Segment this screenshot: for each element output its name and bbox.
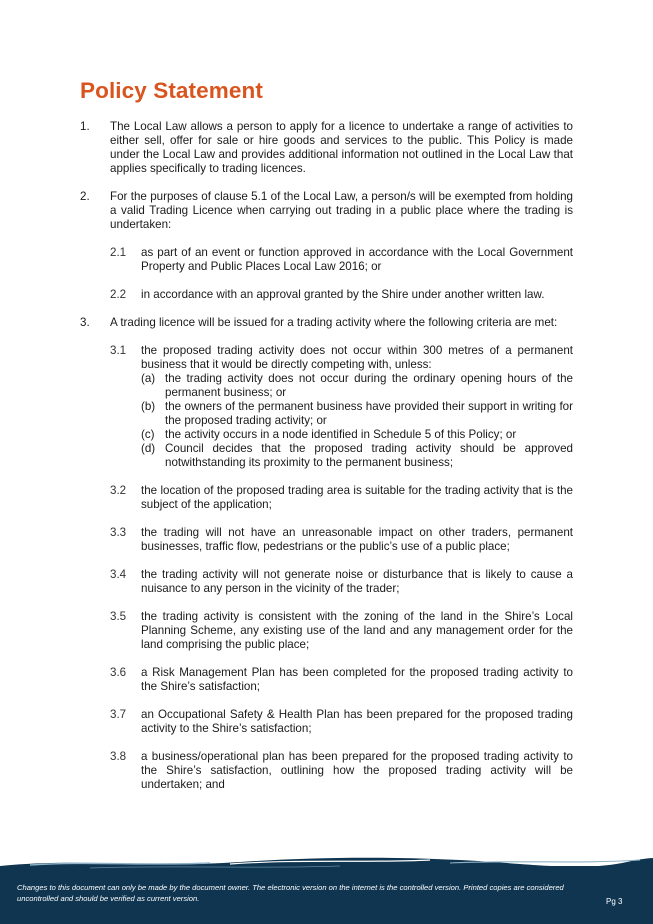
clause-text: Council decides that the proposed trading activity should be approved notwithstanding its proximity to the permanent business;	[165, 442, 573, 469]
sub-item-number: 2.1	[110, 246, 127, 259]
policy-list	[80, 120, 573, 806]
clause-text: the trading activity does not occur during the ordinary opening hours of the permanent business; or	[165, 372, 573, 399]
sub-item-3-4	[110, 568, 573, 596]
clause-letter: (c)	[141, 428, 155, 441]
clause-c	[141, 428, 573, 442]
clause-text: the activity occurs in a node identified in Schedule 5 of this Policy; or	[165, 428, 517, 441]
sub-item-number: 3.7	[110, 708, 127, 721]
sub-item-2-2	[110, 288, 573, 302]
sub-item-text: the trading will not have an unreasonable impact on other traders, permanent businesses, traffic flow, pedestrians or the public’s use of a public place;	[141, 526, 573, 553]
page-footer	[0, 854, 653, 924]
sub-item-number: 3.2	[110, 484, 127, 497]
policy-item-3	[80, 316, 573, 792]
sub-item-text: an Occupational Safety & Health Plan has been prepared for the proposed trading activity to the Shire’s satisfaction;	[141, 708, 573, 735]
policy-item-1	[80, 120, 573, 176]
sub-item-number: 3.1	[110, 344, 127, 357]
page-heading: Policy Statement	[80, 78, 263, 103]
footer-disclaimer: Changes to this document can only be made by the document owner. The electronic version on the internet is the controlled version. Printed copies are considered uncontrolled and should be verified as current version.	[17, 883, 564, 903]
sub-item-number: 3.3	[110, 526, 127, 539]
clause-letter: (b)	[141, 400, 156, 413]
item-text: For the purposes of clause 5.1 of the Local Law, a person/s will be exempted from holding a valid Trading Licence when carrying out trading in a public place where the trading is undertaken:	[110, 190, 573, 231]
item-text: The Local Law allows a person to apply for a licence to undertake a range of activities to either sell, offer for sale or hire goods and services to the public. This Policy is made under the Local Law and provides additional information not outlined in the Local Law that applies specifically to trading licences.	[110, 120, 573, 175]
sub-item-text: in accordance with an approval granted by the Shire under another written law.	[141, 288, 545, 301]
sub-item-text: a business/operational plan has been prepared for the proposed trading activity to the Shire’s satisfaction, outlining how the proposed trading activity will be undertaken; and	[141, 750, 573, 791]
sub-item-text: a Risk Management Plan has been completed for the proposed trading activity to the Shire’s satisfaction;	[141, 666, 573, 693]
sub-item-text: as part of an event or function approved in accordance with the Local Government Property and Public Places Local Law 2016; or	[141, 246, 573, 273]
sub-item-text: the trading activity will not generate noise or disturbance that is likely to cause a nuisance to any person in the vicinity of the trader;	[141, 568, 573, 595]
item-text: A trading licence will be issued for a trading activity where the following criteria are met:	[110, 316, 558, 329]
sub-item-2-1	[110, 246, 573, 274]
clause-text: the owners of the permanent business have provided their support in writing for the proposed trading activity; or	[165, 400, 573, 427]
sub-item-3-7	[110, 708, 573, 736]
clause-d	[141, 442, 573, 470]
sub-item-number: 3.5	[110, 610, 127, 623]
sub-item-3-1	[110, 344, 573, 470]
item-number: 2.	[80, 190, 90, 203]
item-number: 3.	[80, 316, 90, 329]
sub-item-3-6	[110, 666, 573, 694]
clause-a	[141, 372, 573, 400]
clause-letter: (d)	[141, 442, 156, 455]
clause-letter: (a)	[141, 372, 156, 385]
sub-item-number: 2.2	[110, 288, 127, 301]
clause-b	[141, 400, 573, 428]
sub-item-3-2	[110, 484, 573, 512]
sub-item-number: 3.4	[110, 568, 127, 581]
sub-item-3-5	[110, 610, 573, 652]
policy-item-2	[80, 190, 573, 302]
page-number: Pg 3	[606, 897, 623, 906]
sub-item-text: the location of the proposed trading area is suitable for the trading activity that is the subject of the application;	[141, 484, 573, 511]
item-number: 1.	[80, 120, 90, 133]
sub-item-number: 3.8	[110, 750, 127, 763]
sub-item-number: 3.6	[110, 666, 127, 679]
sub-item-3-8	[110, 750, 573, 792]
sub-item-3-3	[110, 526, 573, 554]
sub-item-text: the trading activity is consistent with the zoning of the land in the Shire’s Local Planning Scheme, any existing use of the land and any management order for the land comprising the public place;	[141, 610, 573, 651]
sub-item-text: the proposed trading activity does not occur within 300 metres of a permanent business that it would be directly competing with, unless:	[141, 344, 573, 371]
